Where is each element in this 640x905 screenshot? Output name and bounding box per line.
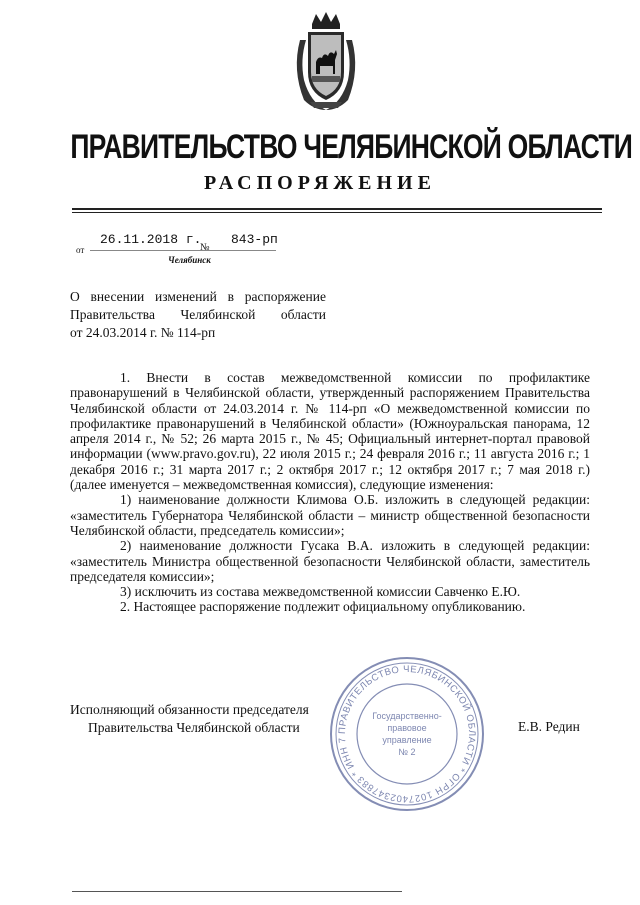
subject-line-3: от 24.03.2014 г. № 114-рп bbox=[70, 325, 216, 340]
signatory-position bbox=[70, 701, 360, 737]
seal-inner-line-3: управление bbox=[382, 735, 432, 745]
date-prefix-label: от bbox=[76, 245, 85, 255]
paragraph-1-item-1: 1) наименование должности Климова О.Б. изложить в следующей редакции: «заместитель Губернатора Челябинской области – министр общественной безопасности Челябинской области, председатель комиссии»; bbox=[70, 492, 590, 538]
document-type-title: РАСПОРЯЖЕНИЕ bbox=[204, 172, 436, 194]
date-number-underline bbox=[90, 250, 276, 251]
paragraph-1-item-3: 3) исключить из состава межведомственной комиссии Савченко Е.Ю. bbox=[120, 584, 521, 600]
seal-inner-line-2: правовое bbox=[387, 723, 427, 733]
signatory-name: Е.В. Редин bbox=[518, 719, 580, 734]
coat-of-arms-icon bbox=[290, 10, 362, 114]
organization-title: ПРАВИТЕЛЬСТВО ЧЕЛЯБИНСКОЙ ОБЛАСТИ bbox=[70, 128, 633, 166]
header-divider-thin bbox=[72, 212, 602, 213]
subject-line-2: Правительства Челябинской области bbox=[70, 307, 326, 322]
document-number: 843-рп bbox=[231, 232, 278, 247]
seal-inner-line-1: Государственно- bbox=[372, 711, 442, 721]
document-date: 26.11.2018 г. bbox=[100, 232, 202, 247]
paragraph-1: 1. Внести в состав межведомственной комиссии по профилактике правонарушений в Челябинской области, утвержденный распоряжением Правительства Челябинской области от 24.03.2014 г. № 114-рп «О межведомственной комиссии по профилактике правонарушений в Челябинской области» (Южноуральская панорама, 12 апреля 2014 г., № 52; 26 марта 2015 г., № 45; Официальный интернет-портал правовой информации (www.pravo.gov.ru), 22 июля 2015 г.; 24 февраля 2016 г.; 11 августа 2016 г.; 1 декабря 2016 г.; 31 марта 2017 г.; 2 октября 2017 г.; 12 октября 2017 г.; 7 мая 2018 г.) (далее именуется – межведомственная комиссия), следующие изменения: bbox=[70, 370, 590, 493]
city-label: Челябинск bbox=[168, 255, 211, 265]
seal-outer-text: ПРАВИТЕЛЬСТВО ЧЕЛЯБИНСКОЙ ОБЛАСТИ * ОГРН 1027402347883 * ИНН 7 bbox=[336, 663, 478, 805]
subject-line-1: О внесении изменений в распоряжение bbox=[70, 289, 326, 304]
footer-divider bbox=[72, 891, 402, 892]
document-body bbox=[70, 370, 590, 615]
number-prefix-label: № bbox=[200, 242, 210, 253]
paragraph-2: 2. Настоящее распоряжение подлежит официальному опубликованию. bbox=[120, 599, 526, 615]
paragraph-1-item-2: 2) наименование должности Гусака В.А. изложить в следующей редакции: «заместитель Министра общественной безопасности Челябинской области, заместитель председателя комиссии»; bbox=[70, 538, 590, 584]
official-seal-stamp bbox=[328, 655, 486, 813]
signatory-position-line-1: Исполняющий обязанности председателя bbox=[70, 702, 309, 717]
signatory-position-line-2: Правительства Челябинской области bbox=[88, 720, 300, 735]
header-divider-thick bbox=[72, 208, 602, 210]
document-subject bbox=[70, 288, 326, 342]
seal-inner-line-4: № 2 bbox=[398, 747, 416, 757]
